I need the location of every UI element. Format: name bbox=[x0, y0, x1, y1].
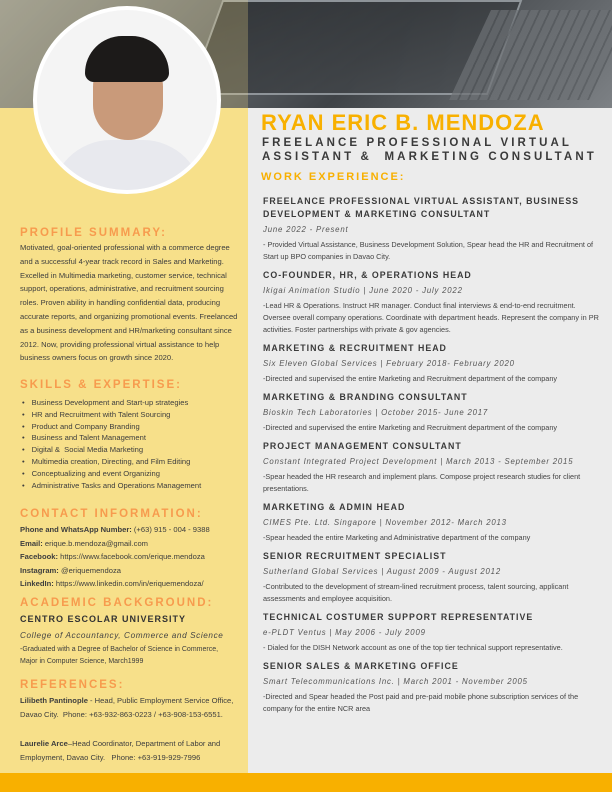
contact-instagram: Instagram: @eriquemendoza bbox=[20, 565, 121, 575]
academic-heading: ACADEMIC BACKGROUND: bbox=[20, 597, 214, 609]
skill-item: • Business and Talent Management bbox=[22, 432, 201, 444]
job-entry: SENIOR RECRUITMENT SPECIALIST Sutherland Global Services | August 2009 - August 2012 -Contributed to the development of stream-lined recruitment process, talent sourcing, applicant assessments and employee acquisition. bbox=[263, 551, 569, 603]
profile-photo bbox=[33, 6, 221, 194]
candidate-name: RYAN ERIC B. MENDOZA bbox=[261, 110, 545, 135]
job-entry: MARKETING & RECRUITMENT HEAD Six Eleven Global Services | February 2018- February 2020 -Directed and supervised the entire Marketing and Recruitment department of the company bbox=[263, 343, 558, 383]
skill-item: • Digital & Social Media Marketing bbox=[22, 444, 201, 456]
contact-phone: Phone and WhatsApp Number: (+63) 915 - 004 - 9388 bbox=[20, 525, 210, 534]
skill-item: • Business Development and Start-up strategies bbox=[22, 397, 201, 409]
skill-item: • Conceptualizing and event Organizing bbox=[22, 468, 201, 480]
candidate-title: FREELANCE PROFESSIONAL VIRTUAL ASSISTANT & MARKETING CONSULTANT bbox=[262, 137, 597, 163]
references-heading: REFERENCES: bbox=[20, 679, 125, 691]
footer-bar bbox=[0, 773, 612, 792]
contact-linkedin: LinkedIn: https://www.linkedin.com/in/eriquemendoza/ bbox=[20, 579, 204, 589]
job-entry: CO-FOUNDER, HR, & OPERATIONS HEAD Ikigai Animation Studio | June 2020 - July 2022 -Lead HR & Operations. Instruct HR manager. Conduct final interviews & end-to-end recruitment. Oversee overall company operations. Coordinate with department heads. Represent the company in PR activities. Foster partnerships with private & gov agencies. bbox=[263, 270, 599, 334]
skill-item: • HR and Recruitment with Talent Sourcing bbox=[22, 409, 201, 421]
college-name: College of Accountancy, Commerce and Science bbox=[20, 631, 224, 640]
job-entry: PROJECT MANAGEMENT CONSULTANT Constant Integrated Project Development | March 2013 - September 2015 -Spear headed the HR research and implement plans. Compose project research studies for client presentations. bbox=[263, 441, 581, 493]
profile-text: Motivated, goal-oriented professional with a commerce degree and a successful 4-year track record in Sales and Marketing. Excelled in Multimedia marketing, customer service, technical support, operations, administrative, and recruitment sourcing roles. Proven ability in handling confidential data, producing accurate reports, and organizing promotional events. Freelanced as a business development and HR/marketing consultant since 2012. Now, providing professional virtual assistance to help business owners focus on growth since 2020. bbox=[20, 243, 238, 363]
contact-list bbox=[20, 523, 250, 591]
work-heading: WORK EXPERIENCE: bbox=[261, 171, 406, 183]
contact-email: Email: erique.b.mendoza@gmail.com bbox=[20, 538, 149, 548]
reference-item: Lilibeth Pantinople - Head, Public Employment Service Office, Davao City. Phone: +63-932-863-0223 / +63-908-153-6551. bbox=[20, 696, 236, 719]
degree-detail: -Graduated with a Degree of Bachelor of Science in Commerce, Major in Computer Science, March1999 bbox=[20, 646, 219, 665]
profile-heading: PROFILE SUMMARY: bbox=[20, 227, 167, 239]
job-entry: MARKETING & BRANDING CONSULTANT Bioskin Tech Laboratories | October 2015- June 2017 -Directed and supervised the entire Marketing and Recruitment department of the company bbox=[263, 392, 558, 432]
job-entry: MARKETING & ADMIN HEAD CIMES Pte. Ltd. Singapore | November 2012- March 2013 -Spear headed the entire Marketing and Administrative department of the company bbox=[263, 502, 531, 542]
job-entry: SENIOR SALES & MARKETING OFFICE Smart Telecommunications Inc. | March 2001 - November 2005 -Directed and Spear headed the Post paid and pre-paid mobile phone subscription services of the company for the entire NCR area bbox=[263, 661, 579, 713]
reference-item: Laurelie Arce–Head Coordinator, Department of Labor and Employment, Davao City. Phone: +63-919-929-7996 bbox=[20, 739, 223, 762]
skills-list bbox=[22, 397, 201, 491]
skill-item: • Multimedia creation, Directing, and Film Editing bbox=[22, 456, 201, 468]
job-entry: FREELANCE PROFESSIONAL VIRTUAL ASSISTANT, BUSINESS DEVELOPMENT & MARKETING CONSULTANT June 2022 - Present - Provided Virtual Assistance, Business Development Solution, Spear head the HR and Recruitment of Start up BPO companies in Davao City. bbox=[263, 196, 594, 261]
work-list bbox=[263, 195, 603, 721]
contact-heading: CONTACT INFORMATION: bbox=[20, 508, 203, 520]
skill-item: • Administrative Tasks and Operations Management bbox=[22, 480, 201, 492]
school-name: CENTRO ESCOLAR UNIVERSITY bbox=[20, 614, 187, 624]
job-entry: TECHNICAL COSTUMER SUPPORT REPRESENTATIVE e-PLDT Ventus | May 2006 - July 2009 - Dialed for the DISH Network account as one of the top tier technical support representative. bbox=[263, 612, 563, 652]
contact-facebook: Facebook: https://www.facebook.com/erique.mendoza bbox=[20, 552, 205, 562]
skill-item: • Product and Company Branding bbox=[22, 421, 201, 433]
skills-heading: SKILLS & EXPERTISE: bbox=[20, 379, 182, 391]
